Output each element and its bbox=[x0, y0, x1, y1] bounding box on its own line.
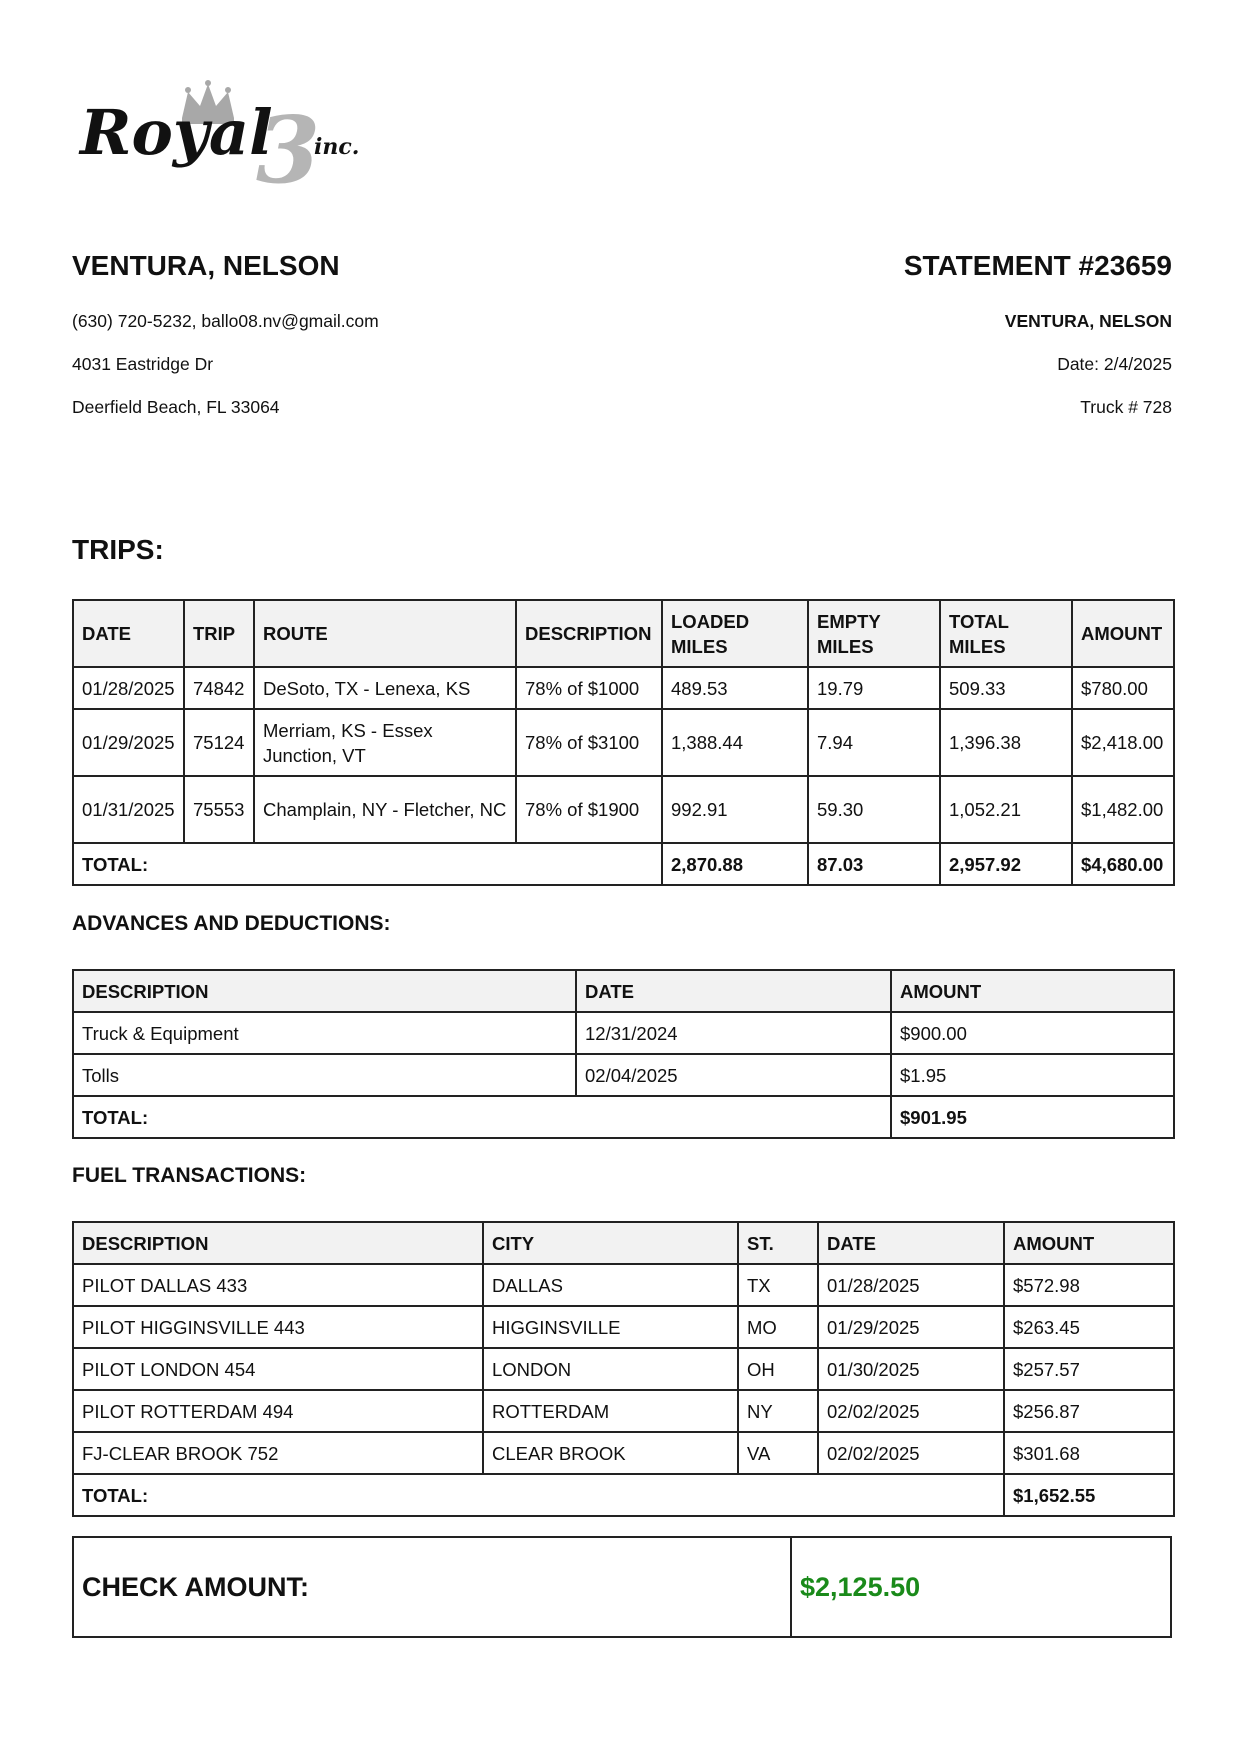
table-cell: 78% of $1000 bbox=[516, 667, 662, 709]
fuel-table bbox=[72, 1221, 1175, 1517]
table-cell: 01/29/2025 bbox=[818, 1306, 1004, 1348]
table-row bbox=[73, 1264, 1174, 1306]
statement-title: STATEMENT #23659 bbox=[903, 250, 1172, 281]
statement-truck: Truck # 728 bbox=[1080, 397, 1172, 417]
table-row bbox=[73, 1390, 1174, 1432]
driver-address-line1: 4031 Eastridge Dr bbox=[72, 354, 214, 374]
check-amount-value: $2,125.50 bbox=[800, 1571, 921, 1602]
col-header: DATE bbox=[73, 600, 184, 667]
table-cell: 78% of $1900 bbox=[516, 776, 662, 843]
col-header: CITY bbox=[483, 1222, 738, 1264]
statement-date: Date: 2/4/2025 bbox=[1057, 354, 1172, 374]
logo-wordmark: Royal bbox=[80, 96, 273, 169]
driver-address-line2: Deerfield Beach, FL 33064 bbox=[72, 397, 280, 417]
total-label: TOTAL: bbox=[73, 1096, 891, 1138]
table-row bbox=[73, 1348, 1174, 1390]
table-cell: 01/30/2025 bbox=[818, 1348, 1004, 1390]
table-row bbox=[73, 667, 1174, 709]
deductions-header-row bbox=[73, 970, 1174, 1012]
col-header: AMOUNT bbox=[1004, 1222, 1174, 1264]
logo-numeral: 3 bbox=[256, 96, 321, 188]
table-cell: $257.57 bbox=[1004, 1348, 1174, 1390]
col-header: ROUTE bbox=[254, 600, 516, 667]
table-cell: 7.94 bbox=[808, 709, 940, 776]
deductions-heading: ADVANCES AND DEDUCTIONS: bbox=[72, 912, 391, 935]
total-amount: $4,680.00 bbox=[1072, 843, 1174, 885]
col-header: DATE bbox=[576, 970, 891, 1012]
col-header: ST. bbox=[738, 1222, 818, 1264]
total-total-miles: 2,957.92 bbox=[940, 843, 1072, 885]
table-cell: $263.45 bbox=[1004, 1306, 1174, 1348]
table-cell: FJ-CLEAR BROOK 752 bbox=[73, 1432, 483, 1474]
table-cell: $301.68 bbox=[1004, 1432, 1174, 1474]
col-header: AMOUNT bbox=[891, 970, 1174, 1012]
col-header: DATE bbox=[818, 1222, 1004, 1264]
total-label: TOTAL: bbox=[73, 1474, 1004, 1516]
trips-heading: TRIPS: bbox=[72, 534, 164, 565]
logo-suffix: inc. bbox=[314, 134, 360, 160]
check-amount-box bbox=[72, 1536, 1172, 1638]
driver-name: VENTURA, NELSON bbox=[72, 250, 340, 281]
table-cell: ROTTERDAM bbox=[483, 1390, 738, 1432]
table-cell: 02/04/2025 bbox=[576, 1054, 891, 1096]
total-amount: $901.95 bbox=[891, 1096, 1174, 1138]
table-row bbox=[73, 1432, 1174, 1474]
table-cell: 01/31/2025 bbox=[73, 776, 184, 843]
table-cell: 74842 bbox=[184, 667, 254, 709]
table-row bbox=[73, 709, 1174, 776]
total-label: TOTAL: bbox=[73, 843, 662, 885]
statement-name: VENTURA, NELSON bbox=[1004, 311, 1172, 331]
driver-contact: (630) 720-5232, ballo08.nv@gmail.com bbox=[72, 311, 379, 331]
total-empty-miles: 87.03 bbox=[808, 843, 940, 885]
table-cell: $2,418.00 bbox=[1072, 709, 1174, 776]
deductions-table bbox=[72, 969, 1175, 1139]
table-cell: 78% of $3100 bbox=[516, 709, 662, 776]
table-cell: 75553 bbox=[184, 776, 254, 843]
table-cell: PILOT DALLAS 433 bbox=[73, 1264, 483, 1306]
trips-table bbox=[72, 599, 1175, 886]
trips-header-row bbox=[73, 600, 1174, 667]
table-cell: $572.98 bbox=[1004, 1264, 1174, 1306]
table-cell: TX bbox=[738, 1264, 818, 1306]
total-row bbox=[73, 843, 1174, 885]
table-cell: 1,388.44 bbox=[662, 709, 808, 776]
table-cell: 01/28/2025 bbox=[73, 667, 184, 709]
table-cell: NY bbox=[738, 1390, 818, 1432]
table-cell: 19.79 bbox=[808, 667, 940, 709]
table-cell: 12/31/2024 bbox=[576, 1012, 891, 1054]
table-cell: Truck & Equipment bbox=[73, 1012, 576, 1054]
check-amount-label: CHECK AMOUNT: bbox=[74, 1538, 792, 1636]
col-header: TOTAL MILES bbox=[940, 600, 1072, 667]
table-cell: 59.30 bbox=[808, 776, 940, 843]
table-row bbox=[73, 1306, 1174, 1348]
col-header: LOADED MILES bbox=[662, 600, 808, 667]
table-cell: 489.53 bbox=[662, 667, 808, 709]
table-cell: 02/02/2025 bbox=[818, 1390, 1004, 1432]
table-cell: $780.00 bbox=[1072, 667, 1174, 709]
table-cell: 992.91 bbox=[662, 776, 808, 843]
table-cell: MO bbox=[738, 1306, 818, 1348]
total-loaded-miles: 2,870.88 bbox=[662, 843, 808, 885]
table-cell: 01/29/2025 bbox=[73, 709, 184, 776]
table-cell: CLEAR BROOK bbox=[483, 1432, 738, 1474]
table-row bbox=[73, 1054, 1174, 1096]
table-cell: OH bbox=[738, 1348, 818, 1390]
table-cell: 02/02/2025 bbox=[818, 1432, 1004, 1474]
company-logo bbox=[78, 78, 378, 188]
table-cell: DALLAS bbox=[483, 1264, 738, 1306]
table-cell: $1,482.00 bbox=[1072, 776, 1174, 843]
total-amount: $1,652.55 bbox=[1004, 1474, 1174, 1516]
total-row bbox=[73, 1474, 1174, 1516]
col-header: DESCRIPTION bbox=[73, 1222, 483, 1264]
table-cell: DeSoto, TX - Lenexa, KS bbox=[254, 667, 516, 709]
table-cell: $900.00 bbox=[891, 1012, 1174, 1054]
col-header: AMOUNT bbox=[1072, 600, 1174, 667]
table-cell: 01/28/2025 bbox=[818, 1264, 1004, 1306]
total-row bbox=[73, 1096, 1174, 1138]
table-cell: Merriam, KS - Essex Junction, VT bbox=[254, 709, 516, 776]
col-header: DESCRIPTION bbox=[73, 970, 576, 1012]
table-row bbox=[73, 776, 1174, 843]
table-cell: LONDON bbox=[483, 1348, 738, 1390]
table-cell: 509.33 bbox=[940, 667, 1072, 709]
table-cell: VA bbox=[738, 1432, 818, 1474]
table-cell: PILOT ROTTERDAM 494 bbox=[73, 1390, 483, 1432]
col-header: EMPTY MILES bbox=[808, 600, 940, 667]
table-cell: Tolls bbox=[73, 1054, 576, 1096]
col-header: DESCRIPTION bbox=[516, 600, 662, 667]
table-cell: $256.87 bbox=[1004, 1390, 1174, 1432]
table-cell: 75124 bbox=[184, 709, 254, 776]
table-cell: HIGGINSVILLE bbox=[483, 1306, 738, 1348]
fuel-heading: FUEL TRANSACTIONS: bbox=[72, 1164, 307, 1187]
table-cell: $1.95 bbox=[891, 1054, 1174, 1096]
table-cell: PILOT HIGGINSVILLE 443 bbox=[73, 1306, 483, 1348]
table-cell: 1,052.21 bbox=[940, 776, 1072, 843]
table-row bbox=[73, 1012, 1174, 1054]
table-cell: 1,396.38 bbox=[940, 709, 1072, 776]
col-header: TRIP bbox=[184, 600, 254, 667]
fuel-header-row bbox=[73, 1222, 1174, 1264]
table-cell: Champlain, NY - Fletcher, NC bbox=[254, 776, 516, 843]
table-cell: PILOT LONDON 454 bbox=[73, 1348, 483, 1390]
